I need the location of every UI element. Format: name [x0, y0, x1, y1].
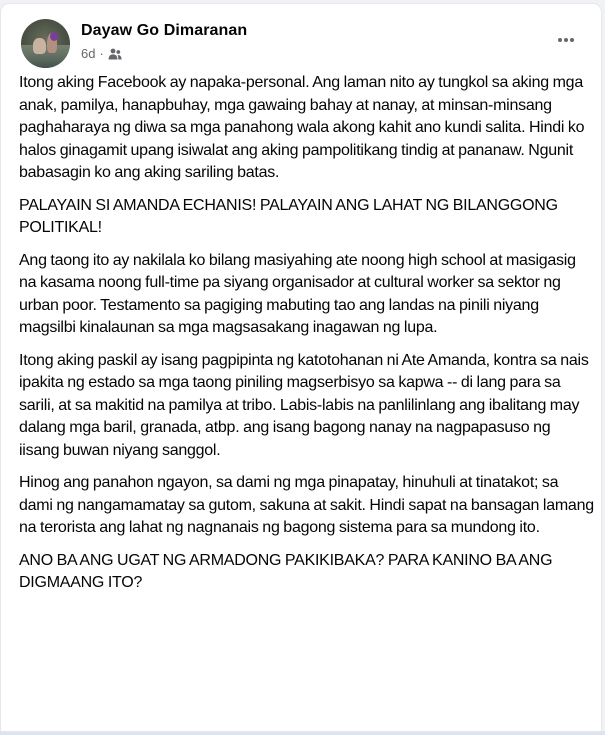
post-paragraph: Itong aking paskil ay isang pagpipinta ng katotohanan ni Ate Amanda, kontra sa nais ipakita ng estado sa mga taong piniling magserbisyo sa kapwa -- di lang para sa sarili, at sa makitid na pamilya at tribo. Labis-labis na panlilinlang ang ibalitang may dalang mga baril, granada, atbp. ang isang bagong nanay na nagpapasuso ng iisang buwan niyang sanggol.: [19, 351, 589, 459]
post-paragraph: Itong aking Facebook ay napaka-personal. Ang laman nito ay tungkol sa aking mga anak, pamilya, hanapbuhay, mga gawaing bahay at nanay, at minsan-minsang paghaharaya ng diwa sa mga panahong wala akong kahit ano kundi salita. Hindi ko halos ginagamit upang isiwalat ang aking pampolitikang tindig at pananaw. Ngunit babasagin ko ang aking sariling batas.: [19, 74, 585, 181]
post-body: [19, 72, 594, 605]
friends-icon[interactable]: [108, 48, 122, 60]
avatar-photo-figure: [33, 38, 46, 54]
more-horizontal-icon: [558, 38, 574, 42]
post-paragraph: ANO BA ANG UGAT NG ARMADONG PAKIKIBAKA? PARA KANINO BA ANG DIGMAANG ITO?: [19, 551, 553, 591]
post-card: [1, 4, 601, 731]
meta-separator: ·: [99, 46, 104, 61]
post-paragraph: PALAYAIN SI AMANDA ECHANIS! PALAYAIN ANG LAHAT NG BILANGGONG POLITIKAL!: [19, 196, 558, 236]
post-paragraph: Ang taong ito ay nakilala ko bilang masiyahing ate noong high school at masigasig na kasama noong full-time pa siyang organisador at cultural worker sa sektor ng urban poor. Testamento sa pagiging mabuting tao ang landas na pinili niyang magsilbi kinalaunan sa mga magsasakang inagawan ng lupa.: [19, 251, 576, 336]
author-avatar[interactable]: [21, 19, 70, 68]
post-header: [1, 4, 601, 68]
post-timestamp-link[interactable]: 6d: [81, 46, 96, 61]
author-name-link[interactable]: Dayaw Go Dimaranan: [81, 22, 248, 39]
post-paragraph: Hinog ang panahon ngayon, sa dami ng mga pinapatay, hinuhuli at tinatakot; sa dami ng nangamamatay sa gutom, sakuna at sakit. Hindi sapat na bansagan lamang na terorista ang lahat ng nagnanais ng bagong sistema para sa mundong ito.: [19, 474, 594, 536]
page-bottom-background: [0, 731, 605, 735]
post-meta: [81, 46, 122, 61]
avatar-photo-hair: [50, 32, 58, 41]
post-options-button[interactable]: [548, 22, 584, 58]
